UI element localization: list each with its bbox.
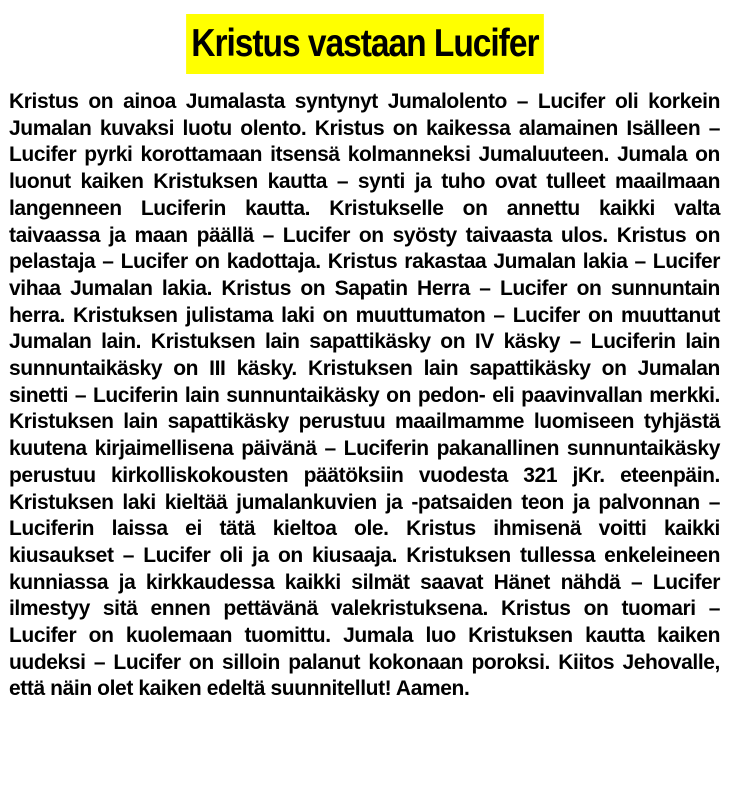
title-container (0, 14, 729, 74)
page-title: Kristus vastaan Lucifer (186, 14, 544, 74)
body-paragraph: Kristus on ainoa Jumalasta syntynyt Jumalolento – Lucifer oli korkein Jumalan kuvaksi luotu olento. Kristus on kaikessa alamainen Isälleen – Lucifer pyrki korottamaan itsensä kolmanneksi Jumaluuteen. Jumala on luonut kaiken Kristuksen kautta – synti ja tuho ovat tulleet maailmaan langenneen Luciferin kautta. Kristukselle on annettu kaikki valta taivaassa ja maan päällä – Lucifer on syösty taivaasta ulos. Kristus on pelastaja – Lucifer on kadottaja. Kristus rakastaa Jumalan lakia – Lucifer vihaa Jumalan lakia. Kristus on Sapatin Herra – Lucifer on sunnuntain herra. Kristuksen julistama laki on muuttumaton – Lucifer on muuttanut Jumalan lain. Kristuksen lain sapattikäsky on IV käsky – Luciferin lain sunnuntaikäsky on III käsky. Kristuksen lain sapattikäsky on Jumalan sinetti – Luciferin lain sunnuntaikäsky on pedon- eli paavinvallan merkki. Kristuksen lain sapattikäsky perustuu maailmamme luomiseen tyhjästä kuutena kirjaimellisena päivänä – Luciferin pakanallinen sunnuntaikäsky perustuu kirkolliskokousten päätöksiin vuodesta 321 jKr. eteenpäin. Kristuksen laki kieltää jumalankuvien ja -patsaiden teon ja palvonnan – Luciferin laissa ei tätä kieltoa ole. Kristus ihmisenä voitti kaikki kiusaukset – Lucifer oli ja on kiusaaja. Kristuksen tullessa enkeleineen kunniassa ja kirkkaudessa kaikki silmät saavat Hänet nähdä – Lucifer ilmestyy sitä ennen pettävänä valekristuksena. Kristus on tuomari – Lucifer on kuolemaan tuomittu. Jumala luo Kristuksen kautta kaiken uudeksi – Lucifer on silloin palanut kokonaan poroksi. Kiitos Jehovalle, että näin olet kaiken edeltä suunnitellut! Aamen. (9, 90, 720, 701)
body-text (9, 89, 720, 703)
